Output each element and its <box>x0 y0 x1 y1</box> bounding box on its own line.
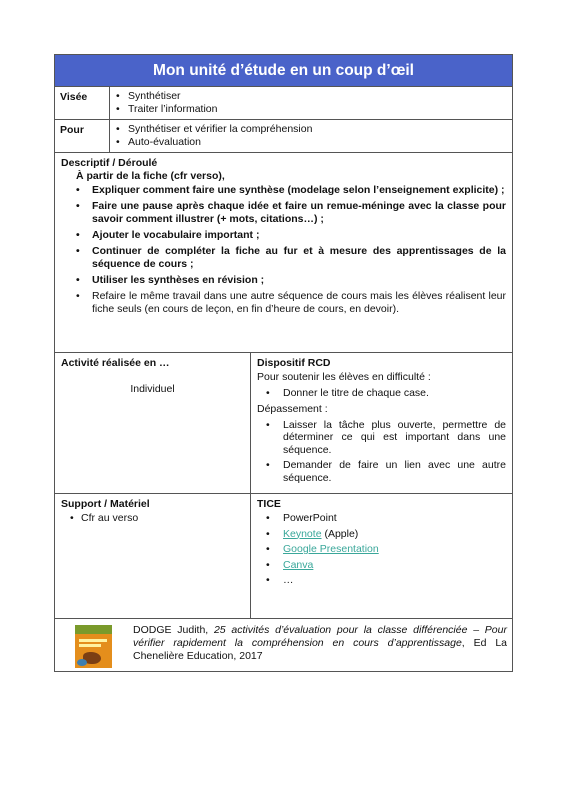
list-item: • Laisser la tâche plus ouverte, permettre de déterminer ce qui est important dans une séquence. <box>257 419 506 457</box>
list-item: • Cfr au verso <box>61 512 244 525</box>
tice-cell <box>251 494 512 618</box>
google-presentation-link[interactable]: Google Presentation <box>283 543 379 555</box>
pour-label: Pour <box>55 120 110 152</box>
list-item <box>257 559 506 572</box>
activite-heading: Activité réalisée en … <box>61 357 170 369</box>
list-item: • Faire une pause après chaque idée et faire un remue-méninge avec la classe pour savoir comment illustrer (+ mots, citations…) ; <box>61 200 506 226</box>
list-item: • Synthétiser <box>110 90 512 103</box>
list-item: • Refaire le même travail dans une autre séquence de cours mais les élèves réalisent leur fiche seuls (en cours de leçon, en fin d’heure de cours, en devoir). <box>61 290 506 316</box>
activite-value: Individuel <box>130 383 175 395</box>
canva-link[interactable]: Canva <box>283 558 314 571</box>
rcd-intro: Pour soutenir les élèves en difficulté : <box>257 371 431 383</box>
reference-author: DODGE Judith, <box>133 624 214 636</box>
descriptif-subheading: À partir de la fiche (cfr verso), <box>76 170 225 182</box>
list-item: • Continuer de compléter la fiche au fur et à mesure des apprentissages de la séquence de cours ; <box>61 245 506 271</box>
list-item: • Ajouter le vocabulaire important ; <box>61 229 506 242</box>
descriptif-section <box>55 153 512 353</box>
rcd-heading: Dispositif RCD <box>257 357 331 369</box>
keynote-link[interactable]: Keynote <box>283 527 322 540</box>
unit-sheet <box>54 54 513 672</box>
book-cover-image <box>75 625 112 668</box>
descriptif-heading: Descriptif / Déroulé <box>61 157 158 169</box>
reference-row <box>55 619 512 671</box>
list-item <box>257 528 506 541</box>
list-item: • Expliquer comment faire une synthèse (modelage selon l’enseignement explicite) ; <box>61 184 506 197</box>
vise-content <box>110 87 512 119</box>
list-item: • Donner le titre de chaque case. <box>257 387 506 400</box>
list-item: • Traiter l’information <box>110 103 512 116</box>
list-item: • Synthétiser et vérifier la compréhension <box>110 123 512 136</box>
list-item: • PowerPoint <box>257 512 506 525</box>
reference-citation <box>133 624 507 663</box>
pour-content <box>110 120 512 152</box>
page-title: Mon unité d’étude en un coup d’œil <box>55 55 512 87</box>
vise-row <box>55 87 512 120</box>
activite-cell <box>55 353 251 493</box>
list-item: • Utiliser les synthèses en révision ; <box>61 274 506 287</box>
support-row <box>55 494 512 619</box>
vise-label: Visée <box>55 87 110 119</box>
list-item: • … <box>257 574 506 587</box>
reference-publisher: , Ed La Chenelière Education, 2017 <box>133 637 508 662</box>
rcd-cell <box>251 353 512 493</box>
activity-row <box>55 353 512 494</box>
support-heading: Support / Matériel <box>61 498 150 510</box>
rcd-depassement: Dépassement : <box>257 402 328 415</box>
list-item <box>257 543 506 556</box>
support-cell <box>55 494 251 618</box>
keynote-note: (Apple) <box>321 527 359 540</box>
reference-title: 25 activités d’évaluation pour la classe différenciée – Pour vérifier rapidement la compréhension en cours d’apprentissage <box>133 624 507 649</box>
list-item: • Demander de faire un lien avec une autre séquence. <box>257 459 506 484</box>
list-item: • Auto-évaluation <box>110 136 512 149</box>
tice-heading: TICE <box>257 498 281 510</box>
pour-row <box>55 120 512 153</box>
